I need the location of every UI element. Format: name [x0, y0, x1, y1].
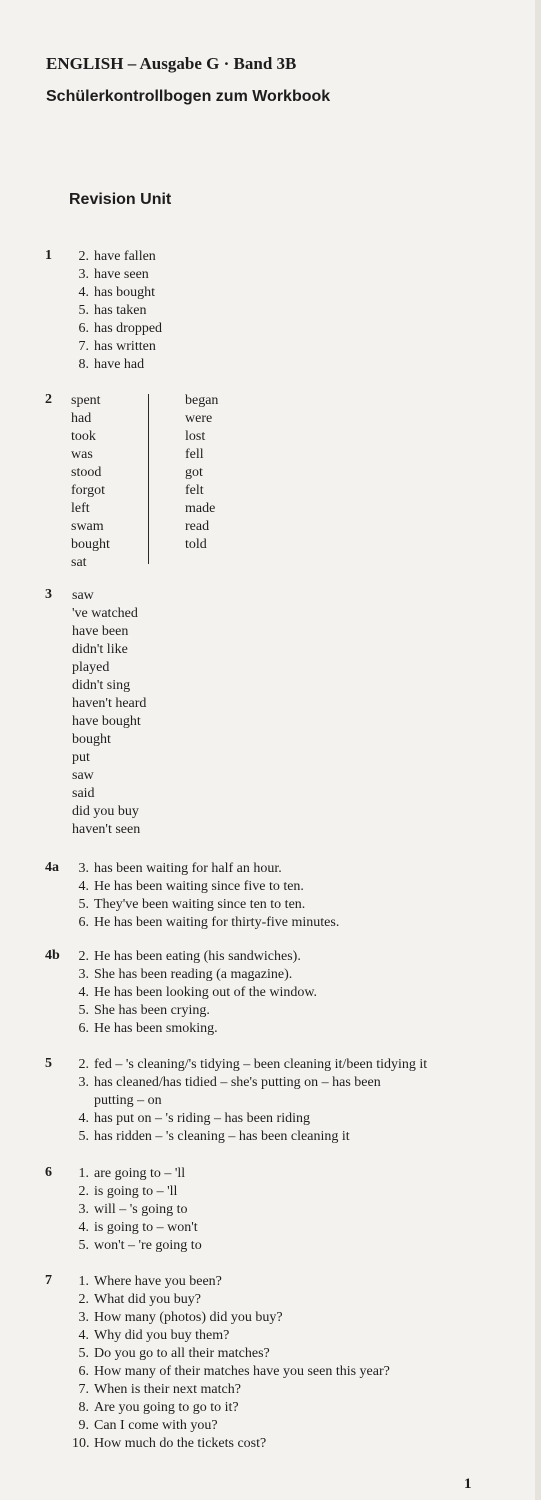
list-item: 4. He has been looking out of the window.: [78, 985, 318, 1000]
list-item: didn't like: [72, 642, 128, 657]
list-item: saw: [72, 768, 94, 783]
list-item: bought: [72, 732, 111, 747]
list-item: stood: [71, 465, 102, 480]
list-item: took: [71, 429, 96, 444]
list-item: said: [72, 786, 95, 801]
list-item: 10. How much do the tickets cost?: [72, 1436, 267, 1451]
exercise-number: 4a: [45, 860, 59, 875]
page-edge: [535, 0, 541, 1500]
list-item: 5. has ridden – 's cleaning – has been cleaning it: [78, 1129, 350, 1144]
list-item: began: [185, 393, 219, 408]
list-item: told: [185, 537, 207, 552]
list-item: lost: [185, 429, 206, 444]
left-column: [71, 392, 110, 572]
list-item: 3. has cleaned/has tidied – she's putting on – has been: [78, 1075, 381, 1090]
list-item: swam: [71, 519, 104, 534]
list-item: 2. What did you buy?: [78, 1292, 201, 1307]
exercise-number: 6: [45, 1165, 52, 1180]
list-item: 3. has been waiting for half an hour.: [78, 861, 282, 876]
list-item: forgot: [71, 483, 105, 498]
list-item: 5. won't – 're going to: [78, 1238, 202, 1253]
list-item: 6. He has been waiting for thirty-five minutes.: [78, 915, 340, 930]
list-item: 2. He has been eating (his sandwiches).: [78, 949, 301, 964]
list-item: 4. is going to – won't: [78, 1220, 198, 1235]
list-item: 5. has taken: [78, 303, 147, 318]
page-title: ENGLISH – Ausgabe G · Band 3B: [46, 54, 297, 73]
list-item: have bought: [72, 714, 141, 729]
list-item: fell: [185, 447, 204, 462]
list-item: 7. has written: [78, 339, 156, 354]
list-item: 6. has dropped: [78, 321, 163, 336]
list-item: got: [185, 465, 203, 480]
list-item: 2. fed – 's cleaning/'s tidying – been cleaning it/been tidying it: [78, 1057, 428, 1072]
exercise-number: 4b: [45, 948, 60, 963]
exercise-number: 2: [45, 392, 52, 407]
list-item: put: [72, 750, 90, 765]
list-item: made: [185, 501, 216, 516]
list-item: 2. is going to – 'll: [78, 1184, 178, 1199]
list-item: was: [71, 447, 93, 462]
list-item: 4. Why did you buy them?: [78, 1328, 230, 1343]
list-item: 4. He has been waiting since five to ten.: [78, 879, 304, 894]
list-item: did you buy: [72, 804, 139, 819]
list-item: 4. has bought: [78, 285, 156, 300]
exercise-number: 5: [45, 1056, 52, 1071]
list-item: 3. will – 's going to: [78, 1202, 188, 1217]
list-item: 5. She has been crying.: [78, 1003, 210, 1018]
list-item: 1. are going to – 'll: [78, 1166, 186, 1181]
list-item: bought: [71, 537, 110, 552]
list-item: haven't heard: [72, 696, 147, 711]
column-divider: [148, 394, 149, 564]
list-item: 3. How many (photos) did you buy?: [78, 1310, 283, 1325]
list-item: were: [185, 411, 213, 426]
page-subtitle: Schülerkontrollbogen zum Workbook: [46, 88, 331, 105]
list-item: sat: [71, 555, 87, 570]
list-item: 5. They've been waiting since ten to ten.: [78, 897, 306, 912]
list-item: didn't sing: [72, 678, 131, 693]
list-item: have been: [72, 624, 129, 639]
list-item: 5. Do you go to all their matches?: [78, 1346, 270, 1361]
list-item: 3. have seen: [78, 267, 149, 282]
list-item: haven't seen: [72, 822, 141, 837]
list-item: played: [72, 660, 110, 675]
list-item: 8. have had: [78, 357, 145, 372]
list-item: 've watched: [72, 606, 138, 621]
list-item: saw: [72, 588, 94, 603]
list-item: left: [71, 501, 90, 516]
list-item: 8. Are you going to go to it?: [78, 1400, 239, 1415]
list-item: 3. She has been reading (a magazine).: [78, 967, 293, 982]
list-item: spent: [71, 393, 101, 408]
page-number: 1: [464, 1476, 472, 1492]
list-item: 1. Where have you been?: [78, 1274, 222, 1289]
list-item: felt: [185, 483, 204, 498]
list-item: putting – on: [94, 1093, 162, 1108]
list-item: 6. He has been smoking.: [78, 1021, 218, 1036]
list-item: read: [185, 519, 210, 534]
exercise-number: 3: [45, 587, 52, 602]
list-item: 4. has put on – 's riding – has been riding: [78, 1111, 310, 1126]
list-item: 2. have fallen: [78, 249, 156, 264]
list-item: had: [71, 411, 92, 426]
section-title: Revision Unit: [69, 191, 172, 208]
right-column: [185, 392, 218, 554]
exercise-number: 7: [45, 1273, 52, 1288]
list-item: 6. How many of their matches have you seen this year?: [78, 1364, 390, 1379]
list-item: 9. Can I come with you?: [78, 1418, 218, 1433]
exercise-number: 1: [45, 248, 52, 263]
list-item: 7. When is their next match?: [78, 1382, 241, 1397]
